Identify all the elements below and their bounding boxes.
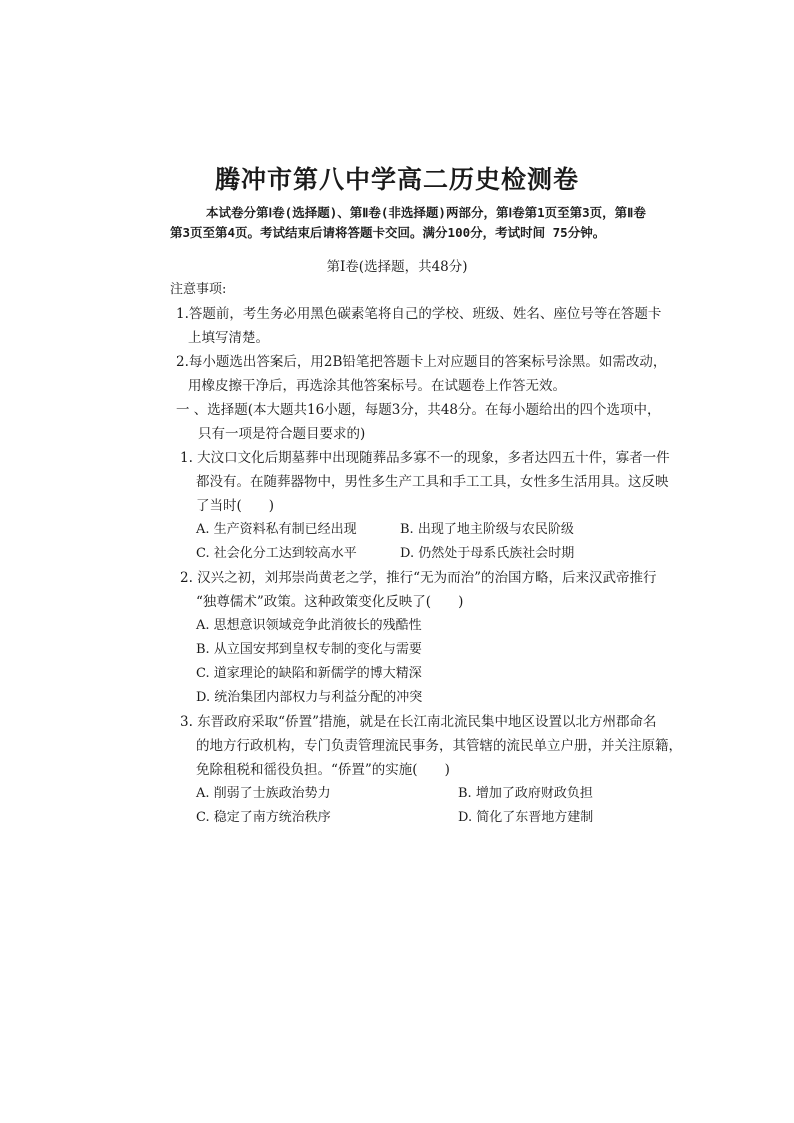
q1-stem-line-1: 1. 大汶口文化后期墓葬中出现随葬品多寡不一的现象，多者达四五十件，寡者一件	[180, 450, 670, 466]
section1-heading-cont: 只有一项是符合题目要求的)	[198, 426, 366, 442]
q3-stem-line-3: 免除租税和徭役负担。“侨置”的实施( )	[196, 762, 450, 778]
q2-option-b: B. 从立国安邦到皇权专制的变化与需要	[196, 642, 422, 657]
q3-stem-line-1: 3. 东晋政府采取“侨置”措施，就是在长江南北流民集中地区设置以北方州郡命名	[180, 714, 657, 730]
q3-option-c: C. 稳定了南方统治秩序	[196, 810, 331, 825]
q1-stem-line-2: 都没有。在随葬器物中，男性多生产工具和手工工具，女性多生活用具。这反映	[196, 474, 669, 490]
q2-option-d: D. 统治集团内部权力与利益分配的冲突	[196, 690, 423, 705]
q1-option-a: A. 生产资料私有制已经出现	[196, 522, 357, 537]
q2-option-c: C. 道家理论的缺陷和新儒学的博大精深	[196, 666, 422, 681]
part1-title: 第Ⅰ卷(选择题，共48分)	[326, 259, 468, 275]
note-1-line-2: 上填写清楚。	[188, 330, 269, 346]
page-title: 腾冲市第八中学高二历史检测卷	[214, 165, 579, 194]
note-2-line-1: 2.每小题选出答案后，用2B铅笔把答题卡上对应题目的答案标号涂黑。如需改动，	[176, 354, 667, 370]
q2-stem-line-2: “独尊儒术”政策。这种政策变化反映了( )	[196, 594, 464, 610]
q2-option-a: A. 思想意识领域竞争此消彼长的残酷性	[196, 618, 422, 633]
note-2-line-2: 用橡皮擦干净后，再选涂其他答案标号。在试题卷上作答无效。	[188, 378, 566, 394]
note-1-line-1: 1.答题前，考生务必用黑色碳素笔将自己的学校、班级、姓名、座位号等在答题卡	[176, 306, 662, 322]
q3-option-d: D. 简化了东晋地方建制	[458, 810, 594, 825]
q2-stem-line-1: 2. 汉兴之初，刘邦崇尚黄老之学，推行“无为而治”的治国方略，后来汉武帝推行	[180, 570, 657, 586]
section1-heading: 一 、选择题(本大题共16小题，每题3分，共48分。在每小题给出的四个选项中，	[176, 402, 661, 418]
q1-option-c: C. 社会化分工达到较高水平	[196, 546, 357, 561]
q1-option-b: B. 出现了地主阶级与农民阶级	[400, 522, 574, 537]
exam-intro: 本试卷分第Ⅰ卷(选择题)、第Ⅱ卷(非选择题)两部分，第Ⅰ卷第1页至第3页，第Ⅱ卷第3页至第4页。考试结束后请将答题卡交回。满分100分，考试时间 75分钟。	[170, 205, 646, 240]
q3-stem-line-2: 的地方行政机构，专门负责管理流民事务，其管辖的流民单立户册，并关注原籍，	[196, 738, 682, 754]
notes-heading: 注意事项:	[170, 282, 227, 297]
q1-option-d: D. 仍然处于母系氏族社会时期	[400, 546, 575, 561]
q3-option-b: B. 增加了政府财政负担	[458, 786, 593, 801]
q3-option-a: A. 削弱了士族政治势力	[196, 786, 331, 801]
q1-stem-line-3: 了当时( )	[196, 498, 275, 514]
